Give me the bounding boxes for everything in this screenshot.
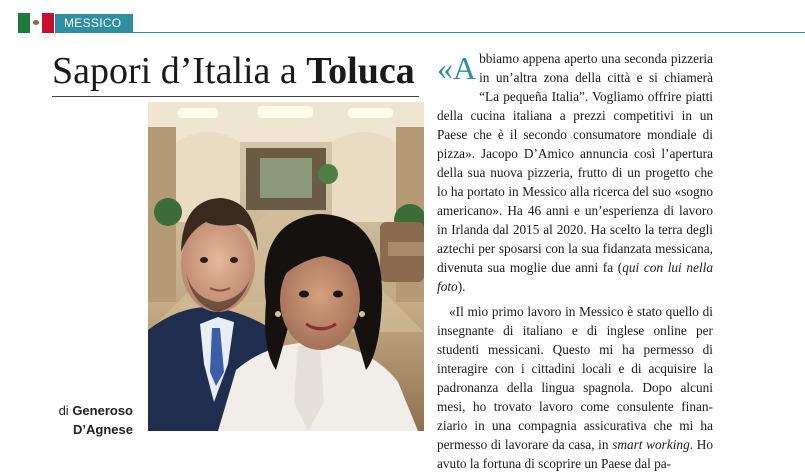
p1-end: ). xyxy=(457,279,466,294)
p1-lead: bbiamo appena aperto una seconda pizzeria in un’altra zona della città e si chiamerà “La pequeña Italia”. Vogliamo offrire piatti della cucina italiana a prezzi competitivi in un Paese che è il secondo consumatore mondiale di pizza». Jacopo D’Amico annuncia così l’apertura della sua nuova pizzeria, frutto di un progetto che lo ha portato in Messico alla ricerca del suo «sogno americano». Ha 46 anni e un’esperienza di lavoro in Irlanda dal 2015 al 2020. Ha scelto la terra degli aztechi per sposarsi con la sua fidanzata messicana, divenuta sua moglie due anni fa ( xyxy=(437,51,713,275)
header-rule xyxy=(133,32,805,33)
paragraph-1 xyxy=(437,49,713,296)
byline xyxy=(20,401,133,439)
title-place: Toluca xyxy=(306,50,415,92)
title-rule xyxy=(52,96,419,97)
drop-quote: « xyxy=(437,50,453,86)
drop-letter: A xyxy=(453,50,477,86)
article-photo xyxy=(148,102,424,431)
author-first: Generoso xyxy=(72,403,133,418)
paragraph-2 xyxy=(437,302,713,473)
author-last: D’Agnese xyxy=(73,422,133,437)
title-prefix: Sapori d’Italia a xyxy=(52,50,307,92)
mexico-flag-icon xyxy=(18,13,54,33)
p1-italic: qui con lui nella foto xyxy=(437,260,713,294)
article-body xyxy=(437,49,713,473)
p2-lead: «Il mio primo lavoro in Messico è stato quello di insegnante di italiano e di inglese online per studenti messicani. Questo mi ha permesso di interagire con i cittadini locali e di acquisire la padronanza della lingua spagnola. Dopo alcuni mesi, ho trovato lavoro come consulente finanziario in una compagnia assicurativa che mi ha permesso di lavorare da casa, in xyxy=(437,304,713,452)
p2-italic: smart working xyxy=(612,437,690,452)
p2-end: . Ho avuto la fortuna di scoprire un Paese dal pa- xyxy=(437,437,713,471)
drop-cap xyxy=(437,49,476,89)
section-label: MESSICO xyxy=(64,16,122,30)
article-title xyxy=(52,48,415,94)
byline-prefix: di xyxy=(58,403,73,418)
